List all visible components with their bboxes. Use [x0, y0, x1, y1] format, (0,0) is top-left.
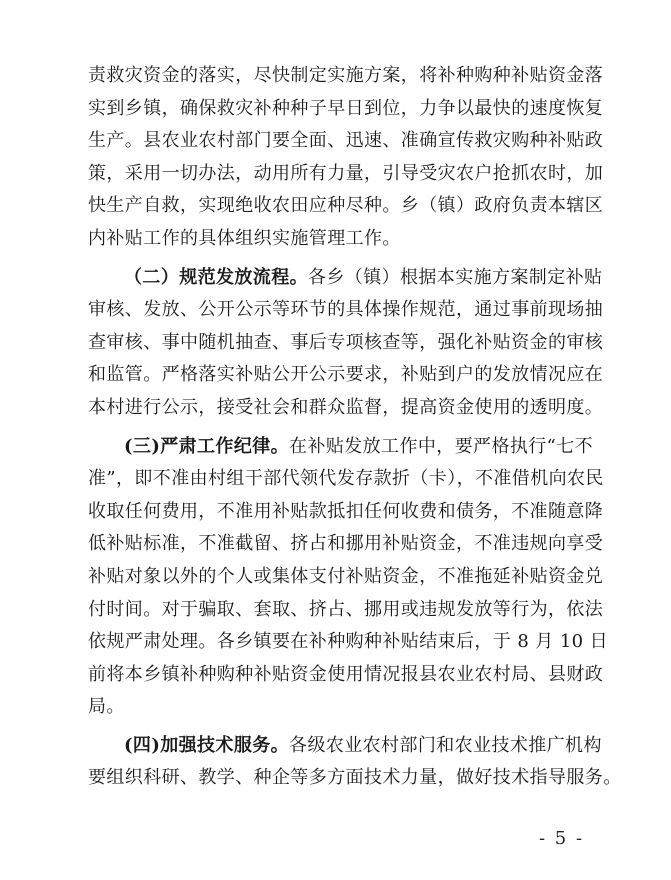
text-segment: 各级农业农村部门和农业技术推广机构 [289, 734, 602, 756]
text-line: 生产。县农业农村部门要全面、迅速、准确宣传救灾购种补贴政 [88, 130, 604, 152]
body-text [88, 60, 622, 795]
text-line: 低补贴标准，不准截留、挤占和挪用补贴资金，不准违规向享受 [88, 533, 604, 555]
text-line: 内补贴工作的具体组织实施管理工作。 [88, 227, 401, 249]
text-line: 准”，即不准由村组干部代领代发存款折（卡），不准借机向农民 [88, 468, 604, 490]
section-heading: (四)加强技术服务。 [124, 734, 290, 756]
text-line: 策，采用一切办法，动用所有力量，引导受灾农户抢抓农时，加 [88, 162, 604, 184]
text-line: 查审核、事中随机抽查、事后专项核查等，强化补贴资金的审核 [88, 331, 604, 353]
text-line: 和监管。严格落实补贴公开公示要求，补贴到户的发放情况应在 [88, 364, 604, 386]
text-line: 依规严肃处理。各乡镇要在补种购种补贴结束后，于 8 月 10 日 [88, 631, 609, 653]
text-line: 实到乡镇，确保救灾补种种子早日到位，力争以最快的速度恢复 [88, 97, 604, 119]
section-heading: (三)严肃工作纪律。 [124, 435, 290, 457]
text-segment: 各乡（镇）根据本实施方案制定补贴 [308, 266, 603, 288]
text-line: 付时间。对于骗取、套取、挤占、挪用或违规发放等行为，依法 [88, 598, 604, 620]
section-heading: （二）规范发放流程。 [124, 266, 308, 288]
text-line [88, 730, 602, 763]
paragraph-4 [88, 730, 622, 795]
text-line: 局。 [88, 696, 125, 718]
paragraph-1 [88, 60, 604, 256]
text-line: 前将本乡镇补种购种补贴资金使用情况报县农业农村局、县财政 [88, 663, 604, 685]
text-line: 责救灾资金的落实，尽快制定实施方案，将补种购种补贴资金落 [88, 65, 604, 86]
text-line: 收取任何费用，不准用补贴款抵扣任何收费和债务，不准随意降 [88, 500, 604, 522]
text-segment: 在补贴发放工作中，要严格执行“七不 [289, 435, 594, 457]
page-number: - 5 - [539, 828, 585, 849]
text-line [88, 262, 603, 295]
text-line [88, 431, 593, 464]
paragraph-2 [88, 262, 604, 425]
text-line: 快生产自救，实现绝收农田应种尽种。乡（镇）政府负责本辖区 [88, 195, 604, 217]
text-line: 审核、发放、公开公示等环节的具体操作规范，通过事前现场抽 [88, 299, 604, 321]
text-line: 本村进行公示，接受社会和群众监督，提高资金使用的透明度。 [88, 396, 604, 418]
text-line: 补贴对象以外的个人或集体支付补贴资金，不准拖延补贴资金兑 [88, 565, 604, 587]
paragraph-3 [88, 431, 609, 724]
text-line: 要组织科研、教学、种企等多方面技术力量，做好技术指导服务。 [88, 767, 622, 789]
